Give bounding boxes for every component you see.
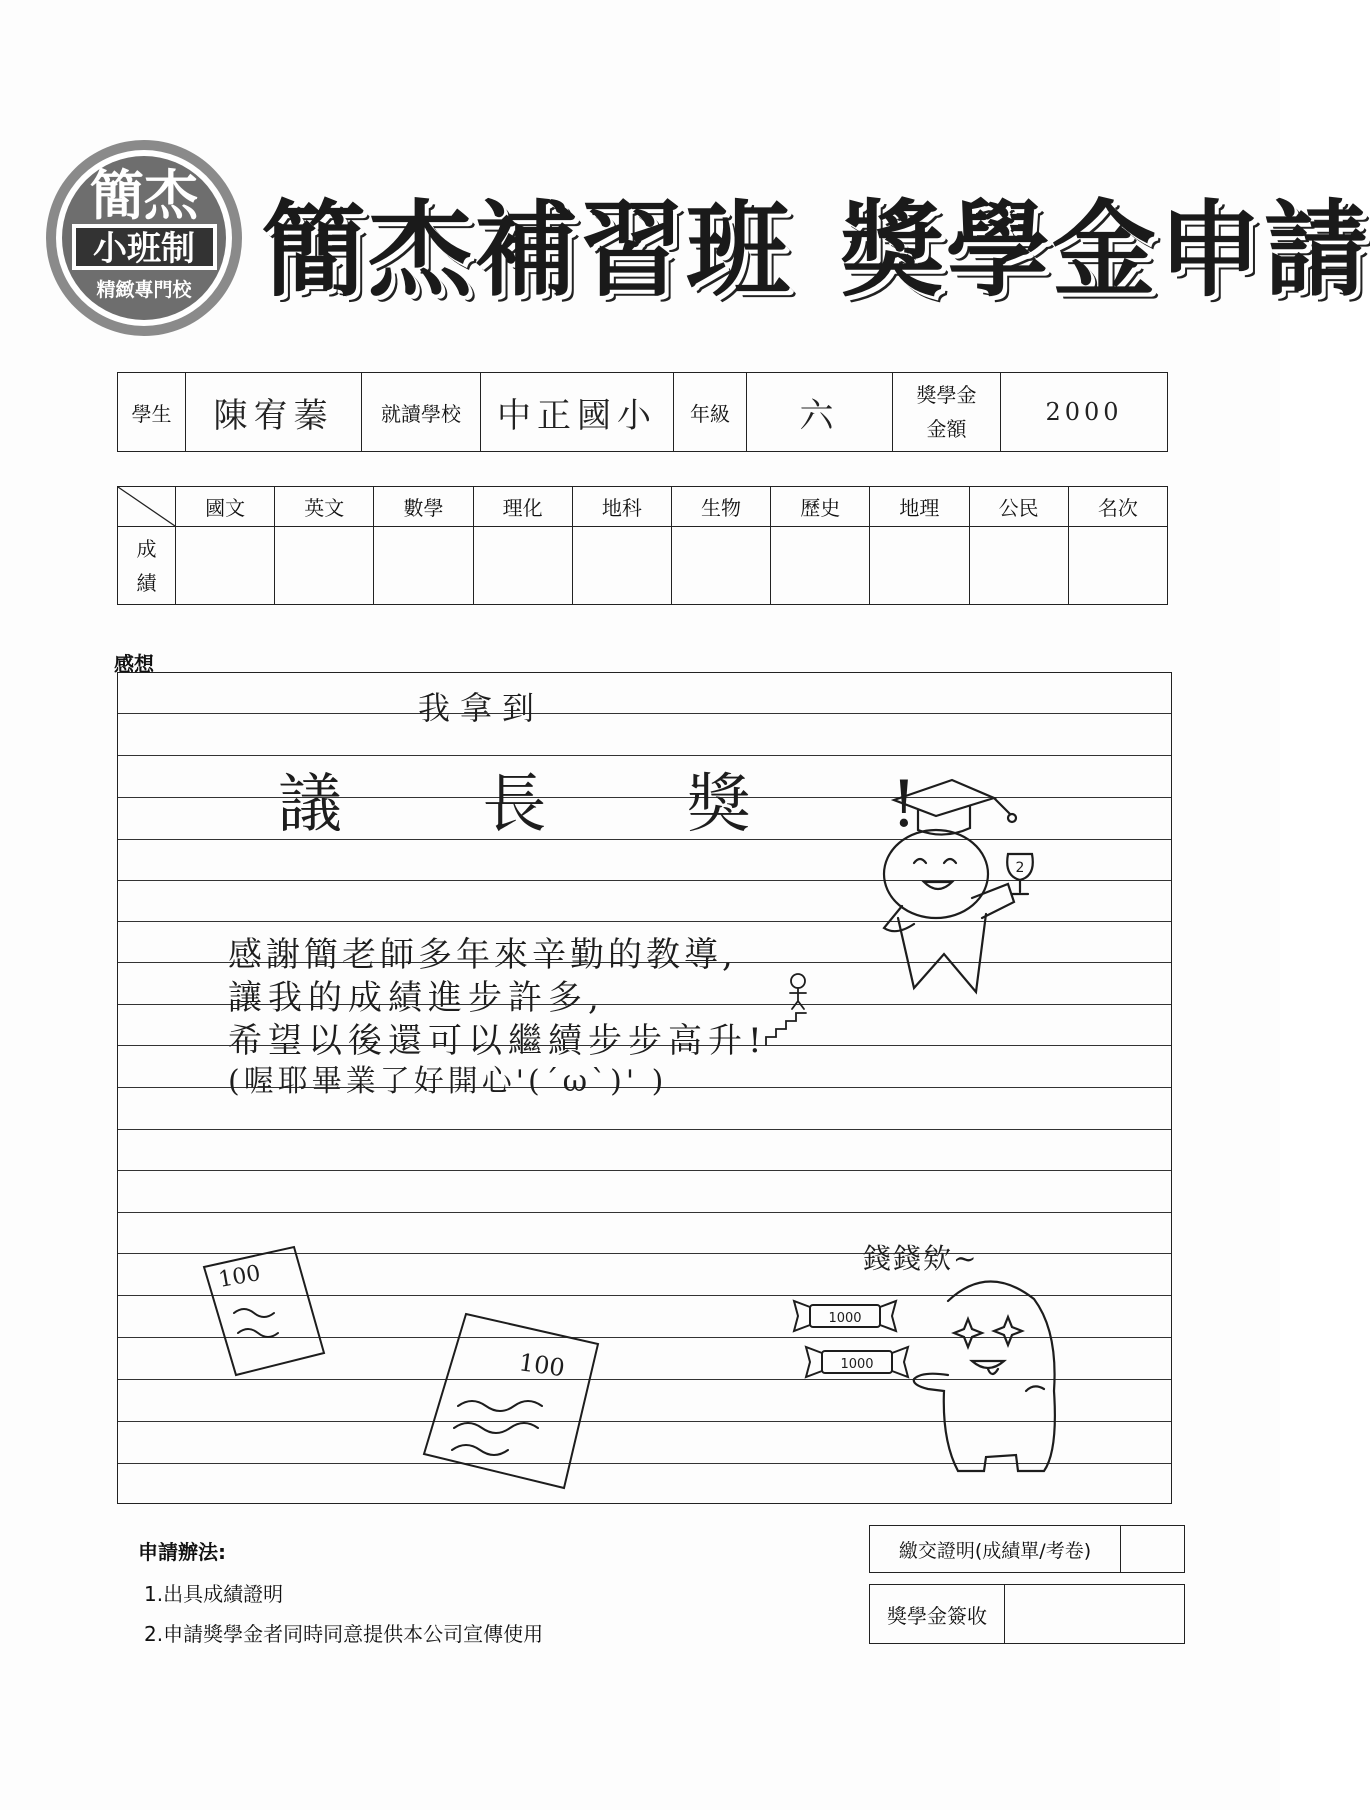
school-field[interactable]: 中正國小 (481, 373, 674, 452)
reflection-box[interactable] (117, 672, 1172, 1504)
rank-header: 名次 (1068, 487, 1167, 527)
test-paper-score: 100 (216, 1260, 263, 1293)
grade-label: 年級 (674, 373, 747, 452)
score-cell[interactable] (771, 527, 870, 605)
subject-header: 數學 (374, 487, 473, 527)
reflection-line-graduation: (喔耶畢業了好開心'(´ω`)' ) (228, 1064, 668, 1099)
test-paper-icon (418, 1308, 608, 1493)
reflection-line-progress: 讓我的成績進步許多, (228, 978, 605, 1018)
amount-label (893, 373, 1001, 452)
score-cell[interactable] (969, 527, 1068, 605)
money-bill-value: 1000 (840, 1357, 874, 1372)
method-item: 1.出具成績證明 (144, 1582, 284, 1606)
subject-header: 國文 (176, 487, 275, 527)
amount-field[interactable]: 2000 (1001, 373, 1168, 452)
score-cell[interactable] (473, 527, 572, 605)
score-cell[interactable] (671, 527, 770, 605)
proof-checkbox[interactable] (1121, 1526, 1185, 1573)
test-paper-score: 100 (517, 1348, 567, 1383)
subject-header: 生物 (671, 487, 770, 527)
sign-label: 獎學金簽收 (870, 1585, 1005, 1644)
student-name-field[interactable]: 陳宥蓁 (186, 373, 362, 452)
student-info-table (117, 372, 1168, 452)
amount-label-line2: 金額 (926, 417, 967, 441)
amount-label-line1: 獎學金 (916, 383, 977, 407)
subject-header: 理化 (473, 487, 572, 527)
brand-seal-logo (42, 136, 247, 341)
ruled-line (118, 1212, 1171, 1213)
grades-table (117, 486, 1168, 605)
score-cell[interactable] (572, 527, 671, 605)
scholarship-sign-box (869, 1584, 1185, 1644)
sign-field[interactable] (1005, 1585, 1185, 1644)
reflection-line-hope: 希望以後還可以繼續步步高升! (228, 1021, 768, 1061)
score-row-label-1: 成 (136, 536, 157, 561)
ruled-line (118, 1129, 1171, 1130)
score-row-label (118, 527, 176, 605)
title-school-name: 簡杰補習班 (262, 189, 793, 311)
money-bill-icon (802, 1345, 912, 1379)
stick-figure-stairs-icon (758, 971, 818, 1047)
logo-caption-text: 精緻專門校 (96, 279, 192, 301)
page-title (262, 166, 1370, 316)
subject-header: 英文 (275, 487, 374, 527)
subject-header: 地科 (572, 487, 671, 527)
ruled-line (118, 1170, 1171, 1171)
score-row-label-2: 績 (136, 570, 157, 595)
reflection-line-thanks: 感謝簡老師多年來辛勤的教導, (228, 935, 737, 975)
ruled-line (118, 713, 1171, 714)
graduate-doodle-icon (874, 758, 1094, 1028)
method-item: 2.申請獎學金者同時同意提供本公司宣傳使用 (144, 1622, 544, 1646)
reflection-label: 感想 (114, 652, 154, 676)
score-cell[interactable] (374, 527, 473, 605)
money-bill-value: 1000 (828, 1311, 862, 1326)
rank-cell[interactable] (1068, 527, 1167, 605)
subject-header: 歷史 (771, 487, 870, 527)
method-title: 申請辦法: (138, 1540, 226, 1564)
reflection-line-award-intro: 我拿到 (418, 689, 545, 727)
subject-header: 地理 (870, 487, 969, 527)
proof-submission-box (869, 1525, 1185, 1573)
trophy-mark: 2 (1015, 860, 1025, 876)
school-label: 就讀學校 (362, 373, 481, 452)
money-caption: 錢錢欸~ (863, 1242, 979, 1275)
happy-character-doodle-icon (908, 1271, 1078, 1511)
logo-main-text: 簡杰 (90, 164, 198, 227)
test-paper-icon (198, 1243, 338, 1383)
reflection-line-award-name: 議 長 獎 ! (278, 768, 977, 842)
score-cell[interactable] (176, 527, 275, 605)
score-cell[interactable] (275, 527, 374, 605)
money-bill-icon (790, 1299, 900, 1333)
title-application: 獎學金申請 (840, 189, 1370, 311)
student-label: 學生 (118, 373, 186, 452)
grade-field[interactable]: 六 (747, 373, 893, 452)
subject-header: 公民 (969, 487, 1068, 527)
logo-sub-text: 小班制 (93, 229, 195, 269)
proof-label: 繳交證明(成績單/考卷) (870, 1526, 1121, 1573)
score-cell[interactable] (870, 527, 969, 605)
corner-diagonal-cell (118, 487, 176, 527)
